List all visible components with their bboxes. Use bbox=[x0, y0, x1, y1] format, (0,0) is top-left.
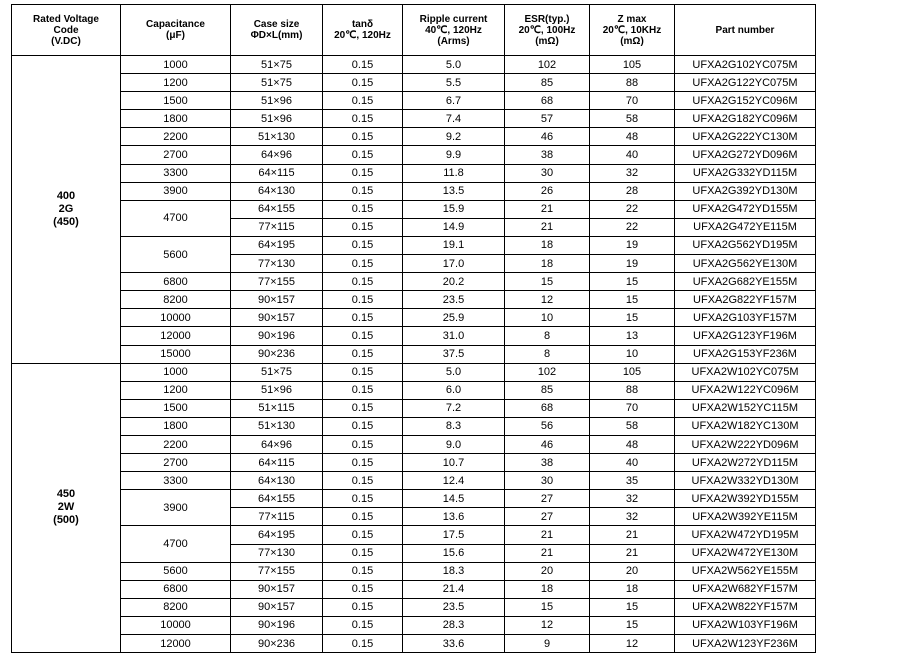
z-max-cell: 48 bbox=[590, 435, 675, 453]
capacitor-spec-table bbox=[11, 4, 816, 653]
ripple-current-cell: 15.6 bbox=[403, 544, 505, 562]
table-row bbox=[12, 182, 816, 200]
table-row bbox=[12, 56, 816, 74]
z-max-cell: 70 bbox=[590, 92, 675, 110]
header-voltage-line: Rated Voltage bbox=[33, 13, 99, 25]
tan-delta-cell: 0.15 bbox=[323, 363, 403, 381]
header-tan-delta-line: 20℃, 120Hz bbox=[334, 30, 391, 41]
part-number-cell: UFXA2G272YD096M bbox=[675, 146, 816, 164]
header-row bbox=[12, 5, 816, 56]
esr-cell: 12 bbox=[505, 291, 590, 309]
esr-cell: 26 bbox=[505, 182, 590, 200]
tan-delta-cell: 0.15 bbox=[323, 164, 403, 182]
table-row bbox=[12, 490, 816, 508]
capacitance-cell: 3300 bbox=[121, 472, 231, 490]
case-size-cell: 64×195 bbox=[231, 526, 323, 544]
ripple-current-cell: 11.8 bbox=[403, 164, 505, 182]
esr-cell: 102 bbox=[505, 363, 590, 381]
table-row bbox=[12, 363, 816, 381]
case-size-cell: 51×115 bbox=[231, 399, 323, 417]
z-max-cell: 15 bbox=[590, 309, 675, 327]
part-number-cell: UFXA2G222YC130M bbox=[675, 128, 816, 146]
part-number-cell: UFXA2W332YD130M bbox=[675, 472, 816, 490]
table-row bbox=[12, 345, 816, 363]
esr-cell: 85 bbox=[505, 381, 590, 399]
capacitance-cell: 5600 bbox=[121, 236, 231, 272]
esr-cell: 10 bbox=[505, 309, 590, 327]
header-esr-line: 20℃, 100Hz bbox=[518, 24, 576, 36]
esr-cell: 18 bbox=[505, 580, 590, 598]
tan-delta-cell: 0.15 bbox=[323, 472, 403, 490]
capacitance-cell: 1200 bbox=[121, 381, 231, 399]
case-size-cell: 90×236 bbox=[231, 345, 323, 363]
part-number-cell: UFXA2W122YC096M bbox=[675, 381, 816, 399]
part-number-cell: UFXA2G123YF196M bbox=[675, 327, 816, 345]
z-max-cell: 70 bbox=[590, 399, 675, 417]
case-size-cell: 90×236 bbox=[231, 635, 323, 653]
ripple-current-cell: 14.9 bbox=[403, 218, 505, 236]
table-row bbox=[12, 562, 816, 580]
header-voltage bbox=[12, 5, 121, 56]
capacitance-cell: 4700 bbox=[121, 526, 231, 562]
tan-delta-cell: 0.15 bbox=[323, 635, 403, 653]
part-number-cell: UFXA2G562YE130M bbox=[675, 255, 816, 273]
esr-cell: 46 bbox=[505, 128, 590, 146]
case-size-cell: 51×96 bbox=[231, 110, 323, 128]
case-size-cell: 51×75 bbox=[231, 56, 323, 74]
z-max-cell: 13 bbox=[590, 327, 675, 345]
esr-cell: 21 bbox=[505, 200, 590, 218]
case-size-cell: 90×157 bbox=[231, 598, 323, 616]
case-size-cell: 77×130 bbox=[231, 544, 323, 562]
tan-delta-cell: 0.15 bbox=[323, 327, 403, 345]
ripple-current-cell: 18.3 bbox=[403, 562, 505, 580]
tan-delta-cell: 0.15 bbox=[323, 598, 403, 616]
tan-delta-cell: 0.15 bbox=[323, 273, 403, 291]
table-row bbox=[12, 399, 816, 417]
case-size-cell: 51×130 bbox=[231, 128, 323, 146]
ripple-current-cell: 7.4 bbox=[403, 110, 505, 128]
voltage-code-line: (500) bbox=[53, 514, 79, 527]
esr-cell: 9 bbox=[505, 635, 590, 653]
part-number-cell: UFXA2G152YC096M bbox=[675, 92, 816, 110]
table-row bbox=[12, 128, 816, 146]
part-number-cell: UFXA2W272YD115M bbox=[675, 454, 816, 472]
esr-cell: 56 bbox=[505, 417, 590, 435]
esr-cell: 15 bbox=[505, 273, 590, 291]
ripple-current-cell: 25.9 bbox=[403, 309, 505, 327]
case-size-cell: 51×96 bbox=[231, 381, 323, 399]
header-z-max-line: (mΩ) bbox=[620, 35, 644, 47]
capacitance-cell: 1500 bbox=[121, 399, 231, 417]
voltage-code-line: (450) bbox=[53, 215, 79, 228]
header-capacitance-line: Capacitance bbox=[146, 19, 205, 30]
header-tan-delta bbox=[323, 5, 403, 56]
header-case-size-line: Case size bbox=[253, 19, 300, 30]
table-row bbox=[12, 598, 816, 616]
tan-delta-cell: 0.15 bbox=[323, 544, 403, 562]
tan-delta-cell: 0.15 bbox=[323, 454, 403, 472]
table-row bbox=[12, 92, 816, 110]
esr-cell: 57 bbox=[505, 110, 590, 128]
z-max-cell: 35 bbox=[590, 472, 675, 490]
case-size-cell: 64×115 bbox=[231, 454, 323, 472]
table-row bbox=[12, 616, 816, 634]
esr-cell: 18 bbox=[505, 236, 590, 254]
ripple-current-cell: 12.4 bbox=[403, 472, 505, 490]
part-number-cell: UFXA2G682YE155M bbox=[675, 273, 816, 291]
table-row bbox=[12, 291, 816, 309]
capacitance-cell: 6800 bbox=[121, 273, 231, 291]
ripple-current-cell: 23.5 bbox=[403, 598, 505, 616]
ripple-current-cell: 37.5 bbox=[403, 345, 505, 363]
capacitance-cell: 1800 bbox=[121, 110, 231, 128]
ripple-current-cell: 6.7 bbox=[403, 92, 505, 110]
table-row bbox=[12, 580, 816, 598]
part-number-cell: UFXA2G103YF157M bbox=[675, 309, 816, 327]
header-capacitance bbox=[121, 5, 231, 56]
capacitance-cell: 10000 bbox=[121, 616, 231, 634]
table-row bbox=[12, 164, 816, 182]
header-ripple-current bbox=[403, 5, 505, 56]
part-number-cell: UFXA2G472YD155M bbox=[675, 200, 816, 218]
ripple-current-cell: 15.9 bbox=[403, 200, 505, 218]
ripple-current-cell: 10.7 bbox=[403, 454, 505, 472]
ripple-current-cell: 23.5 bbox=[403, 291, 505, 309]
header-voltage-line: Code bbox=[53, 24, 79, 36]
header-part-number-line: Part number bbox=[715, 24, 775, 36]
z-max-cell: 15 bbox=[590, 291, 675, 309]
z-max-cell: 88 bbox=[590, 381, 675, 399]
z-max-cell: 21 bbox=[590, 526, 675, 544]
capacitance-cell: 4700 bbox=[121, 200, 231, 236]
capacitance-cell: 2200 bbox=[121, 435, 231, 453]
case-size-cell: 90×196 bbox=[231, 616, 323, 634]
table-row bbox=[12, 435, 816, 453]
z-max-cell: 40 bbox=[590, 146, 675, 164]
ripple-current-cell: 9.2 bbox=[403, 128, 505, 146]
case-size-cell: 64×96 bbox=[231, 435, 323, 453]
part-number-cell: UFXA2W102YC075M bbox=[675, 363, 816, 381]
voltage-code-cell bbox=[12, 56, 121, 364]
capacitance-cell: 6800 bbox=[121, 580, 231, 598]
tan-delta-cell: 0.15 bbox=[323, 562, 403, 580]
tan-delta-cell: 0.15 bbox=[323, 291, 403, 309]
part-number-cell: UFXA2W123YF236M bbox=[675, 635, 816, 653]
tan-delta-cell: 0.15 bbox=[323, 417, 403, 435]
z-max-cell: 15 bbox=[590, 616, 675, 634]
z-max-cell: 32 bbox=[590, 508, 675, 526]
capacitance-cell: 3900 bbox=[121, 182, 231, 200]
header-z-max-line: Z max bbox=[617, 13, 647, 25]
case-size-cell: 64×155 bbox=[231, 490, 323, 508]
capacitance-cell: 2200 bbox=[121, 128, 231, 146]
part-number-cell: UFXA2W392YE115M bbox=[675, 508, 816, 526]
ripple-current-cell: 28.3 bbox=[403, 616, 505, 634]
case-size-cell: 64×130 bbox=[231, 182, 323, 200]
esr-cell: 27 bbox=[505, 508, 590, 526]
table-row bbox=[12, 454, 816, 472]
tan-delta-cell: 0.15 bbox=[323, 399, 403, 417]
table-row bbox=[12, 236, 816, 254]
table-row bbox=[12, 146, 816, 164]
ripple-current-cell: 33.6 bbox=[403, 635, 505, 653]
esr-cell: 27 bbox=[505, 490, 590, 508]
part-number-cell: UFXA2W152YC115M bbox=[675, 399, 816, 417]
voltage-code-line: 2W bbox=[57, 501, 75, 514]
part-number-cell: UFXA2G562YD195M bbox=[675, 236, 816, 254]
part-number-cell: UFXA2W472YD195M bbox=[675, 526, 816, 544]
esr-cell: 12 bbox=[505, 616, 590, 634]
z-max-cell: 10 bbox=[590, 345, 675, 363]
ripple-current-cell: 5.0 bbox=[403, 56, 505, 74]
tan-delta-cell: 0.15 bbox=[323, 92, 403, 110]
capacitance-cell: 8200 bbox=[121, 291, 231, 309]
esr-cell: 68 bbox=[505, 399, 590, 417]
table-row bbox=[12, 381, 816, 399]
capacitance-cell: 10000 bbox=[121, 309, 231, 327]
z-max-cell: 19 bbox=[590, 255, 675, 273]
tan-delta-cell: 0.15 bbox=[323, 381, 403, 399]
table-row bbox=[12, 417, 816, 435]
z-max-cell: 21 bbox=[590, 544, 675, 562]
part-number-cell: UFXA2W182YC130M bbox=[675, 417, 816, 435]
header-esr bbox=[505, 5, 590, 56]
case-size-cell: 64×155 bbox=[231, 200, 323, 218]
tan-delta-cell: 0.15 bbox=[323, 218, 403, 236]
table-row bbox=[12, 635, 816, 653]
capacitance-cell: 8200 bbox=[121, 598, 231, 616]
header-part-number bbox=[675, 5, 816, 56]
tan-delta-cell: 0.15 bbox=[323, 309, 403, 327]
ripple-current-cell: 13.6 bbox=[403, 508, 505, 526]
table-row bbox=[12, 273, 816, 291]
part-number-cell: UFXA2G153YF236M bbox=[675, 345, 816, 363]
case-size-cell: 64×130 bbox=[231, 472, 323, 490]
header-ripple-line: (Arms) bbox=[437, 35, 470, 47]
case-size-cell: 77×155 bbox=[231, 562, 323, 580]
z-max-cell: 32 bbox=[590, 164, 675, 182]
part-number-cell: UFXA2G122YC075M bbox=[675, 74, 816, 92]
header-tan-delta-line: tanδ bbox=[351, 19, 374, 30]
capacitance-cell: 1800 bbox=[121, 417, 231, 435]
part-number-cell: UFXA2G332YD115M bbox=[675, 164, 816, 182]
ripple-current-cell: 5.5 bbox=[403, 74, 505, 92]
part-number-cell: UFXA2W392YD155M bbox=[675, 490, 816, 508]
capacitance-cell: 1200 bbox=[121, 74, 231, 92]
z-max-cell: 20 bbox=[590, 562, 675, 580]
z-max-cell: 40 bbox=[590, 454, 675, 472]
part-number-cell: UFXA2W682YF157M bbox=[675, 580, 816, 598]
tan-delta-cell: 0.15 bbox=[323, 74, 403, 92]
case-size-cell: 51×75 bbox=[231, 363, 323, 381]
tan-delta-cell: 0.15 bbox=[323, 236, 403, 254]
case-size-cell: 51×130 bbox=[231, 417, 323, 435]
capacitance-cell: 5600 bbox=[121, 562, 231, 580]
tan-delta-cell: 0.15 bbox=[323, 200, 403, 218]
table-row bbox=[12, 472, 816, 490]
esr-cell: 102 bbox=[505, 56, 590, 74]
ripple-current-cell: 21.4 bbox=[403, 580, 505, 598]
header-case-size bbox=[231, 5, 323, 56]
capacitance-cell: 1500 bbox=[121, 92, 231, 110]
tan-delta-cell: 0.15 bbox=[323, 490, 403, 508]
capacitance-cell: 3900 bbox=[121, 490, 231, 526]
capacitance-cell: 1000 bbox=[121, 363, 231, 381]
z-max-cell: 105 bbox=[590, 56, 675, 74]
part-number-cell: UFXA2W822YF157M bbox=[675, 598, 816, 616]
table-row bbox=[12, 200, 816, 218]
tan-delta-cell: 0.15 bbox=[323, 435, 403, 453]
esr-cell: 8 bbox=[505, 345, 590, 363]
part-number-cell: UFXA2G392YD130M bbox=[675, 182, 816, 200]
ripple-current-cell: 8.3 bbox=[403, 417, 505, 435]
ripple-current-cell: 20.2 bbox=[403, 273, 505, 291]
case-size-cell: 64×195 bbox=[231, 236, 323, 254]
voltage-code-line: 400 bbox=[56, 189, 76, 202]
z-max-cell: 58 bbox=[590, 110, 675, 128]
header-z-max bbox=[590, 5, 675, 56]
table-row bbox=[12, 74, 816, 92]
case-size-cell: 64×115 bbox=[231, 164, 323, 182]
part-number-cell: UFXA2G472YE115M bbox=[675, 218, 816, 236]
ripple-current-cell: 7.2 bbox=[403, 399, 505, 417]
table-row bbox=[12, 309, 816, 327]
tan-delta-cell: 0.15 bbox=[323, 110, 403, 128]
z-max-cell: 88 bbox=[590, 74, 675, 92]
tan-delta-cell: 0.15 bbox=[323, 616, 403, 634]
case-size-cell: 51×96 bbox=[231, 92, 323, 110]
case-size-cell: 90×157 bbox=[231, 291, 323, 309]
tan-delta-cell: 0.15 bbox=[323, 255, 403, 273]
esr-cell: 85 bbox=[505, 74, 590, 92]
tan-delta-cell: 0.15 bbox=[323, 182, 403, 200]
z-max-cell: 22 bbox=[590, 218, 675, 236]
part-number-cell: UFXA2W562YE155M bbox=[675, 562, 816, 580]
tan-delta-cell: 0.15 bbox=[323, 128, 403, 146]
esr-cell: 46 bbox=[505, 435, 590, 453]
tan-delta-cell: 0.15 bbox=[323, 56, 403, 74]
capacitance-cell: 3300 bbox=[121, 164, 231, 182]
tan-delta-cell: 0.15 bbox=[323, 146, 403, 164]
esr-cell: 21 bbox=[505, 526, 590, 544]
capacitance-cell: 12000 bbox=[121, 635, 231, 653]
z-max-cell: 48 bbox=[590, 128, 675, 146]
header-case-size-line: ΦD×L(mm) bbox=[250, 30, 303, 41]
voltage-code-line: 450 bbox=[56, 488, 76, 501]
ripple-current-cell: 6.0 bbox=[403, 381, 505, 399]
voltage-code-line: 2G bbox=[58, 202, 74, 215]
capacitance-cell: 1000 bbox=[121, 56, 231, 74]
case-size-cell: 64×96 bbox=[231, 146, 323, 164]
esr-cell: 20 bbox=[505, 562, 590, 580]
esr-cell: 38 bbox=[505, 454, 590, 472]
ripple-current-cell: 17.0 bbox=[403, 255, 505, 273]
table-row bbox=[12, 327, 816, 345]
header-capacitance-line: (μF) bbox=[166, 30, 185, 41]
z-max-cell: 15 bbox=[590, 598, 675, 616]
z-max-cell: 22 bbox=[590, 200, 675, 218]
case-size-cell: 77×115 bbox=[231, 508, 323, 526]
ripple-current-cell: 19.1 bbox=[403, 236, 505, 254]
case-size-cell: 90×157 bbox=[231, 309, 323, 327]
z-max-cell: 105 bbox=[590, 363, 675, 381]
case-size-cell: 77×155 bbox=[231, 273, 323, 291]
capacitance-cell: 2700 bbox=[121, 146, 231, 164]
esr-cell: 15 bbox=[505, 598, 590, 616]
esr-cell: 68 bbox=[505, 92, 590, 110]
table-body bbox=[12, 56, 816, 653]
case-size-cell: 90×157 bbox=[231, 580, 323, 598]
z-max-cell: 15 bbox=[590, 273, 675, 291]
capacitance-cell: 12000 bbox=[121, 327, 231, 345]
header-ripple-line: Ripple current bbox=[419, 13, 488, 25]
esr-cell: 8 bbox=[505, 327, 590, 345]
ripple-current-cell: 9.0 bbox=[403, 435, 505, 453]
case-size-cell: 51×75 bbox=[231, 74, 323, 92]
z-max-cell: 32 bbox=[590, 490, 675, 508]
esr-cell: 21 bbox=[505, 218, 590, 236]
part-number-cell: UFXA2G822YF157M bbox=[675, 291, 816, 309]
esr-cell: 30 bbox=[505, 164, 590, 182]
voltage-code-cell bbox=[12, 363, 121, 653]
header-voltage-line: (V.DC) bbox=[51, 35, 81, 47]
table-row bbox=[12, 110, 816, 128]
part-number-cell: UFXA2G182YC096M bbox=[675, 110, 816, 128]
capacitance-cell: 2700 bbox=[121, 454, 231, 472]
header-ripple-line: 40℃, 120Hz bbox=[425, 24, 482, 36]
z-max-cell: 18 bbox=[590, 580, 675, 598]
header-z-max-line: 20℃, 10KHz bbox=[602, 24, 662, 36]
tan-delta-cell: 0.15 bbox=[323, 526, 403, 544]
esr-cell: 30 bbox=[505, 472, 590, 490]
tan-delta-cell: 0.15 bbox=[323, 508, 403, 526]
z-max-cell: 12 bbox=[590, 635, 675, 653]
z-max-cell: 58 bbox=[590, 417, 675, 435]
case-size-cell: 77×130 bbox=[231, 255, 323, 273]
z-max-cell: 28 bbox=[590, 182, 675, 200]
ripple-current-cell: 9.9 bbox=[403, 146, 505, 164]
tan-delta-cell: 0.15 bbox=[323, 345, 403, 363]
part-number-cell: UFXA2W103YF196M bbox=[675, 616, 816, 634]
part-number-cell: UFXA2G102YC075M bbox=[675, 56, 816, 74]
ripple-current-cell: 17.5 bbox=[403, 526, 505, 544]
ripple-current-cell: 14.5 bbox=[403, 490, 505, 508]
capacitance-cell: 15000 bbox=[121, 345, 231, 363]
header-esr-line: (mΩ) bbox=[535, 35, 559, 47]
case-size-cell: 77×115 bbox=[231, 218, 323, 236]
tan-delta-cell: 0.15 bbox=[323, 580, 403, 598]
part-number-cell: UFXA2W222YD096M bbox=[675, 435, 816, 453]
ripple-current-cell: 13.5 bbox=[403, 182, 505, 200]
esr-cell: 18 bbox=[505, 255, 590, 273]
case-size-cell: 90×196 bbox=[231, 327, 323, 345]
table-row bbox=[12, 526, 816, 544]
ripple-current-cell: 31.0 bbox=[403, 327, 505, 345]
z-max-cell: 19 bbox=[590, 236, 675, 254]
ripple-current-cell: 5.0 bbox=[403, 363, 505, 381]
esr-cell: 38 bbox=[505, 146, 590, 164]
header-esr-line: ESR(typ.) bbox=[524, 13, 570, 25]
esr-cell: 21 bbox=[505, 544, 590, 562]
part-number-cell: UFXA2W472YE130M bbox=[675, 544, 816, 562]
